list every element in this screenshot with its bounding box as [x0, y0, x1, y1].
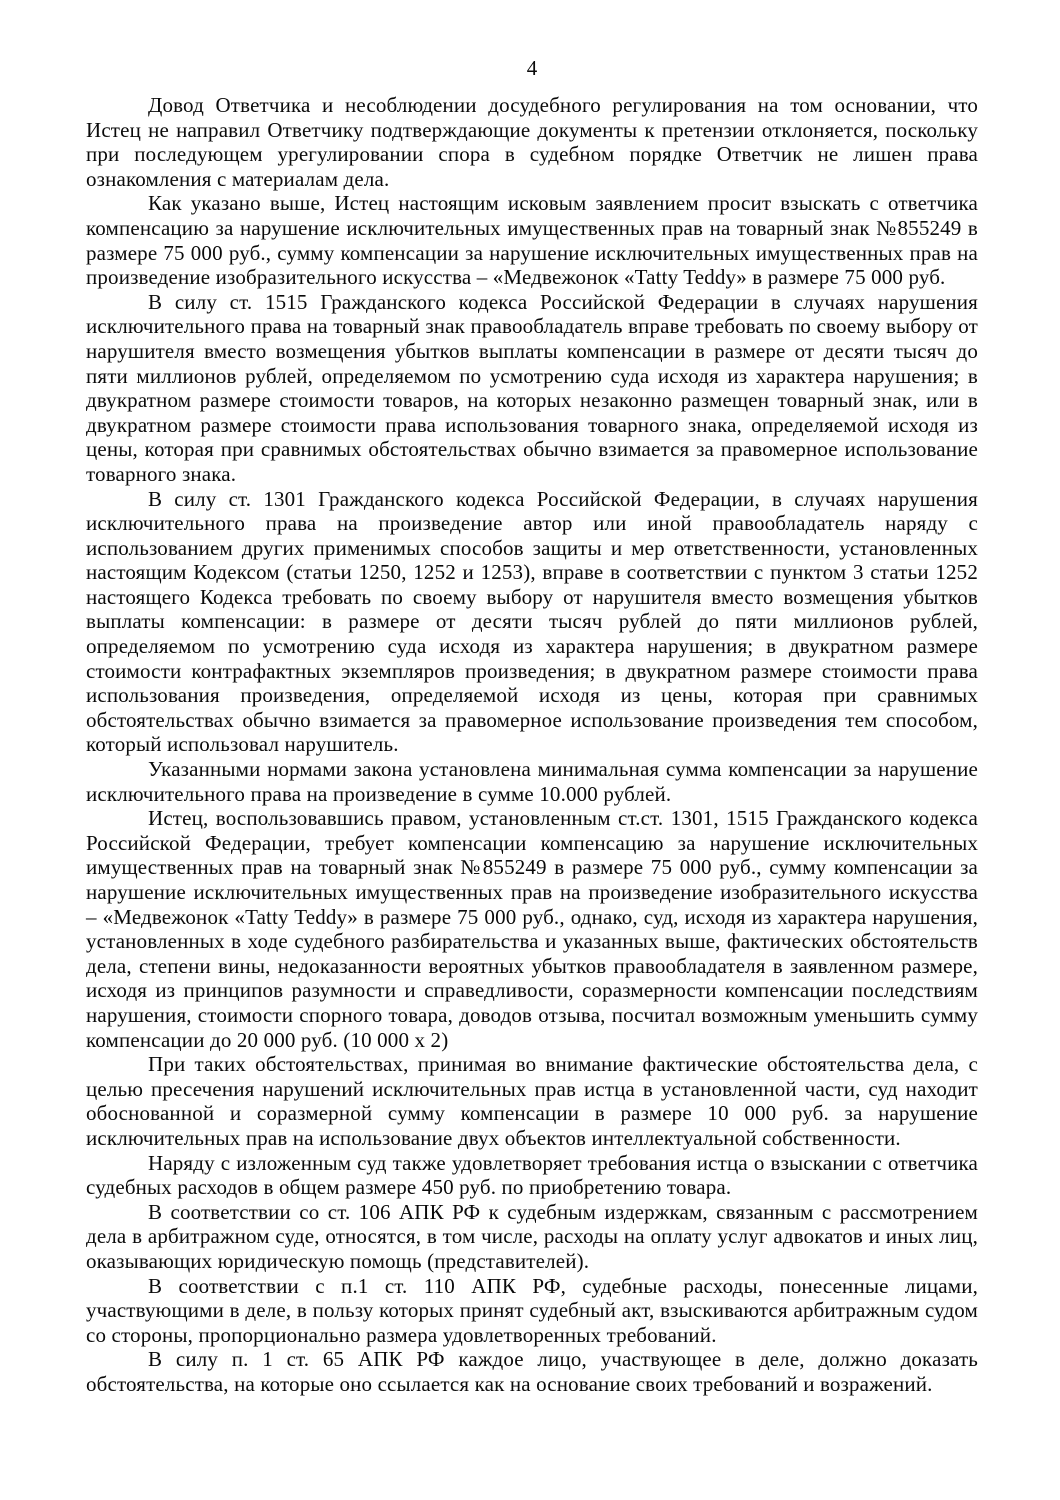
- body-paragraph: Истец, воспользовавшись правом, установленным ст.ст. 1301, 1515 Гражданского кодекса Российской Федерации, требует компенсации компенсацию за нарушение исключительных имущественных прав на товарный знак №855249 в размере 75 000 руб., сумму компенсации за нарушение исключительных имущественных прав на произведение изобразительного искусства – «Медвежонок «Tatty Teddy» в размере 75 000 руб., однако, суд, исходя из характера нарушения, установленных в ходе судебного разбирательства и указанных выше, фактических обстоятельств дела, степени вины, недоказанности вероятных убытков правообладателя в заявленном размере, исходя из принципов разумности и справедливости, соразмерности компенсации последствиям нарушения, стоимости спорного товара, доводов отзыва, посчитал возможным уменьшить сумму компенсации до 20 000 руб. (10 000 х 2): [86, 806, 978, 1052]
- body-paragraph: В силу ст. 1301 Гражданского кодекса Российской Федерации, в случаях нарушения исключительного права на произведение автор или иной правообладатель наряду с использованием других применимых способов защиты и мер ответственности, установленных настоящим Кодексом (статьи 1250, 1252 и 1253), вправе в соответствии с пунктом 3 статьи 1252 настоящего Кодекса требовать по своему выбору от нарушителя вместо возмещения убытков выплаты компенсации: в размере от десяти тысяч рублей до пяти миллионов рублей, определяемом по усмотрению суда исходя из характера нарушения; в двукратном размере стоимости контрафактных экземпляров произведения; в двукратном размере стоимости права использования произведения, определяемой исходя из цены, которая при сравнимых обстоятельствах обычно взимается за правомерное использование произведения тем способом, который использовал нарушитель.: [86, 486, 978, 757]
- page-number: 4: [526, 56, 538, 80]
- body-paragraph: В силу п. 1 ст. 65 АПК РФ каждое лицо, участвующее в деле, должно доказать обстоятельства, на которые оно ссылается как на основание своих требований и возражений.: [86, 1347, 978, 1396]
- document-body: [86, 93, 978, 1396]
- body-paragraph: Как указано выше, Истец настоящим исковым заявлением просит взыскать с ответчика компенсацию за нарушение исключительных имущественных прав на товарный знак №855249 в размере 75 000 руб., сумму компенсации за нарушение исключительных имущественных прав на произведение изобразительного искусства – «Медвежонок «Tatty Teddy» в размере 75 000 руб.: [86, 191, 978, 290]
- body-paragraph: В соответствии с п.1 ст. 110 АПК РФ, судебные расходы, понесенные лицами, участвующими в деле, в пользу которых принят судебный акт, взыскиваются арбитражным судом со стороны, пропорционально размера удовлетворенных требований.: [86, 1273, 978, 1347]
- body-paragraph: В силу ст. 1515 Гражданского кодекса Российской Федерации в случаях нарушения исключительного права на товарный знак правообладатель вправе требовать по своему выбору от нарушителя вместо возмещения убытков выплаты компенсации в размере от десяти тысяч до пяти миллионов рублей, определяемом по усмотрению суда исходя из характера нарушения; в двукратном размере стоимости товаров, на которых незаконно размещен товарный знак, или в двукратном размере стоимости права использования товарного знака, определяемой исходя из цены, которая при сравнимых обстоятельствах обычно взимается за правомерное использование товарного знака.: [86, 289, 978, 486]
- body-paragraph: Наряду с изложенным суд также удовлетворяет требования истца о взыскании с ответчика судебных расходов в общем размере 450 руб. по приобретению товара.: [86, 1150, 978, 1200]
- body-paragraph: Указанными нормами закона установлена минимальная сумма компенсации за нарушение исключительного права на произведение в сумме 10.000 рублей.: [86, 757, 978, 806]
- body-paragraph: В соответствии со ст. 106 АПК РФ к судебным издержкам, связанным с рассмотрением дела в арбитражном суде, относятся, в том числе, расходы на оплату услуг адвокатов и иных лиц, оказывающих юридическую помощь (представителей).: [86, 1199, 978, 1273]
- body-paragraph: Довод Ответчика и несоблюдении досудебного регулирования на том основании, что Истец не направил Ответчику подтверждающие документы к претензии отклоняется, поскольку при последующем урегулировании спора в судебном порядке Ответчик не лишен права ознакомления с материалам дела.: [86, 93, 978, 191]
- body-paragraph: При таких обстоятельствах, принимая во внимание фактические обстоятельства дела, с целью пресечения нарушений исключительных прав истца в установленной части, суд находит обоснованной и соразмерной сумму компенсации в размере 10 000 руб. за нарушение исключительных прав на использование двух объектов интеллектуальной собственности.: [86, 1052, 978, 1150]
